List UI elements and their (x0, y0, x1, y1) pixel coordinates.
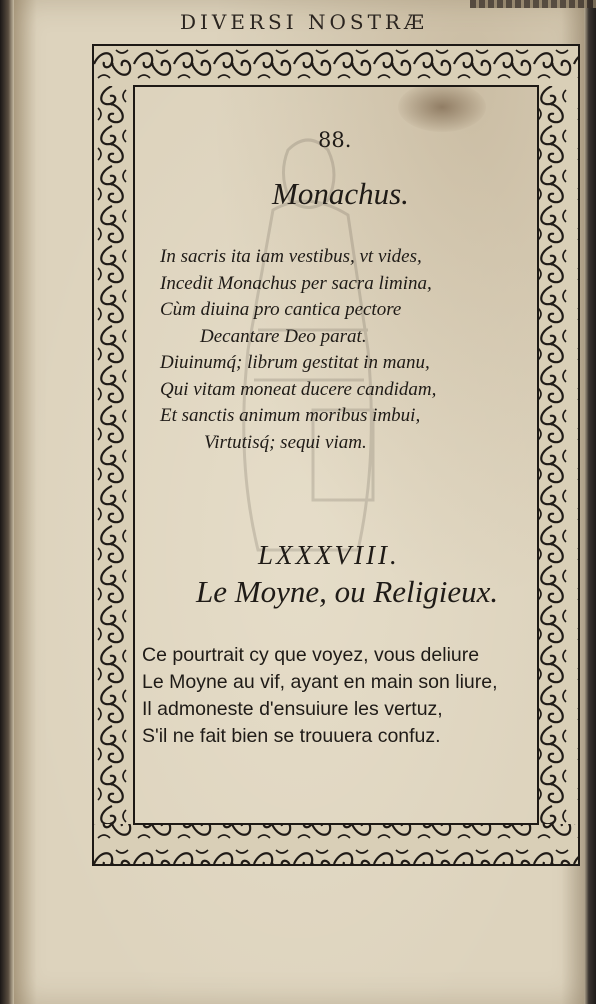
verse-line: Decantare Deo parat. (200, 325, 367, 347)
verse-line: Incedit Monachus per sacra limina, (160, 272, 432, 294)
running-head: DIVERSI NOSTRÆ (180, 10, 429, 34)
verse-line: Diuinumq́; librum gestitat in manu, (160, 352, 430, 373)
verse-line: Le Moyne au vif, ayant en main son liure, (142, 671, 498, 693)
latin-poem-title: Monachus. (272, 176, 409, 211)
verse-line: S'il ne fait bien se trouuera confuz. (142, 725, 441, 747)
french-verse (142, 642, 542, 750)
page-number: 88. (318, 128, 352, 152)
emblem-numeral: LXXXVIII. (258, 540, 400, 570)
verse-line: In sacris ita iam vestibus, vt vides, (160, 246, 422, 267)
verse-line: Et sanctis animum moribus imbui, (160, 405, 421, 426)
verse-line: Virtutisq́; sequi viam. (204, 431, 367, 453)
verse-line: Cùm diuina pro cantica pectore (160, 299, 402, 320)
page-top-strip (470, 0, 596, 8)
verse-line: Qui vitam moneat ducere candidam, (160, 378, 437, 400)
verse-line: Ce pourtrait cy que voyez, vous deliure (142, 644, 480, 666)
book-spine (0, 0, 14, 1004)
latin-verse (160, 244, 540, 456)
french-poem-title: Le Moyne, ou Religieux. (196, 574, 499, 609)
page-edge (584, 0, 596, 1004)
verse-line: Il admoneste d'ensuiure les vertuz, (142, 698, 443, 720)
